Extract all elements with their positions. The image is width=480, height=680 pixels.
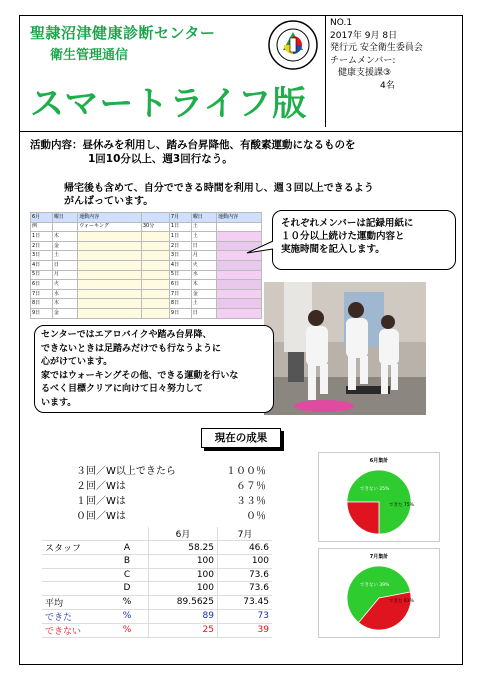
sheet-row xyxy=(31,280,262,290)
table-cell: % xyxy=(106,595,149,609)
sheet-cell: 1日 xyxy=(31,232,53,242)
callout-line: 家ではウォーキングその他、できる運動を行いな xyxy=(41,370,239,381)
sheet-cell: 7月 xyxy=(169,213,191,223)
table-cell: 73.6 xyxy=(218,582,273,596)
activity-line: 活動内容：昼休みを利用し、踏み台昇降他、有酸素運動になるものを xyxy=(30,139,356,151)
criteria-value: ０ xyxy=(246,511,256,522)
sheet-cell: 金 xyxy=(52,308,77,318)
sheet-row xyxy=(31,289,262,299)
sheet-cell xyxy=(141,260,169,270)
sheet-cell: 5日 xyxy=(31,270,53,280)
sheet-cell: 例 xyxy=(31,222,53,232)
publisher: 発行元 安全衛生委員会 xyxy=(330,43,423,53)
record-sheet-image xyxy=(30,212,262,316)
sheet-cell xyxy=(78,280,142,290)
sheet-cell xyxy=(217,222,262,232)
june-pie-chart xyxy=(318,452,440,542)
sheet-cell xyxy=(78,251,142,261)
callout-line: 心がけています。 xyxy=(41,357,113,367)
page-title: スマートライフ版 xyxy=(30,84,308,124)
sheet-cell: 2日 xyxy=(169,241,191,251)
team-count: 4名 xyxy=(380,80,395,91)
sheet-cell: 土 xyxy=(52,251,77,261)
criteria-value: ６７ xyxy=(236,481,256,492)
sheet-cell xyxy=(141,241,169,251)
table-row xyxy=(42,555,272,569)
sheet-cell xyxy=(78,241,142,251)
sheet-cell: 月 xyxy=(52,270,77,280)
achievement-criteria xyxy=(76,464,274,524)
table-cell: 89.5625 xyxy=(149,595,218,609)
table-cell: できた xyxy=(42,609,106,623)
sheet-header-row xyxy=(31,213,262,223)
table-cell: できない xyxy=(42,623,106,637)
table-cell: % xyxy=(106,609,149,623)
criteria-unit: ％ xyxy=(256,511,266,522)
team-dept: 健康支援課③ xyxy=(338,68,392,78)
table-cell: 46.6 xyxy=(218,541,273,555)
table-cell: D xyxy=(106,582,149,596)
issue-date: 2017年 9月 8日 xyxy=(330,30,398,41)
table-cell: 73.6 xyxy=(218,568,273,582)
table-header-cell xyxy=(106,527,149,541)
july-pie-chart xyxy=(318,548,440,638)
criteria-unit: ％ xyxy=(256,496,266,507)
sheet-cell: 30分 xyxy=(141,222,169,232)
pie-label-done: できた 61% xyxy=(389,599,414,604)
criteria-value: １００ xyxy=(226,466,256,477)
sheet-cell: 土 xyxy=(191,232,216,242)
header-divider xyxy=(19,131,463,132)
sheet-cell: 土 xyxy=(191,299,216,309)
sheet-cell: 水 xyxy=(191,270,216,280)
table-row xyxy=(42,609,272,623)
sheet-cell: 水 xyxy=(52,289,77,299)
sheet-cell: 木 xyxy=(52,299,77,309)
activity-frequency: 1回10分以上、週3回行なう。 xyxy=(88,153,233,165)
sheet-cell: 2日 xyxy=(31,241,53,251)
sheet-cell: 4日 xyxy=(169,260,191,270)
criteria-row xyxy=(76,494,274,509)
sheet-cell: 6日 xyxy=(169,280,191,290)
callout-line: 実施時間を記入します。 xyxy=(281,244,385,255)
sheet-cell xyxy=(141,251,169,261)
record-explanation-callout xyxy=(272,210,456,270)
criteria-row xyxy=(76,509,274,524)
callout-line: できないときは足踏みだけでも行なうように xyxy=(41,343,222,354)
table-cell: 25 xyxy=(149,623,218,637)
sheet-example-row xyxy=(31,222,262,232)
pie-label-not-done: できない 39% xyxy=(360,583,390,588)
sheet-row xyxy=(31,232,262,242)
sheet-cell: 土 xyxy=(191,222,216,232)
callout-line: それぞれメンバーは記録用紙に xyxy=(281,218,414,229)
sheet-cell xyxy=(217,308,262,318)
sheet-cell: 月 xyxy=(191,251,216,261)
table-header-cell: 7月 xyxy=(218,527,273,541)
callout-line: １０分以上続けた運動内容と xyxy=(281,231,405,242)
criteria-unit: ％ xyxy=(256,466,266,477)
sheet-cell: 曜日 xyxy=(191,213,216,223)
criteria-unit: ％ xyxy=(256,481,266,492)
sheet-cell xyxy=(78,270,142,280)
sheet-cell: 8日 xyxy=(169,299,191,309)
sheet-cell: 木 xyxy=(191,280,216,290)
table-cell: 58.25 xyxy=(149,541,218,555)
sheet-cell xyxy=(141,289,169,299)
sheet-cell xyxy=(141,280,169,290)
sheet-cell xyxy=(141,308,169,318)
issue-number: NO.1 xyxy=(330,18,353,28)
sheet-cell: 金 xyxy=(191,289,216,299)
sheet-cell xyxy=(78,308,142,318)
sheet-cell xyxy=(78,299,142,309)
pie-label-not-done: できない 25% xyxy=(360,487,390,492)
sheet-row xyxy=(31,241,262,251)
exercise-photo xyxy=(264,282,426,415)
table-cell: 73 xyxy=(218,609,273,623)
sheet-cell: ウォーキング xyxy=(78,222,142,232)
callout-line: います。 xyxy=(41,397,77,408)
sheet-row xyxy=(31,260,262,270)
table-cell: 89 xyxy=(149,609,218,623)
callout-line: センターではエアロバイクや踏み台昇降、 xyxy=(41,330,212,340)
sheet-row xyxy=(31,270,262,280)
table-cell: 73.45 xyxy=(218,595,273,609)
pie-label-done: できた 75% xyxy=(389,503,414,508)
sheet-cell: 9日 xyxy=(169,308,191,318)
sheet-cell xyxy=(52,222,77,232)
table-header-cell: 6月 xyxy=(149,527,218,541)
sheet-cell: 木 xyxy=(52,232,77,242)
sheet-cell: 火 xyxy=(191,260,216,270)
criteria-row xyxy=(76,464,274,479)
table-cell: 100 xyxy=(149,555,218,569)
table-cell: C xyxy=(106,568,149,582)
sheet-cell xyxy=(78,232,142,242)
sheet-cell: 8日 xyxy=(31,299,53,309)
description-line: 帰宅後も含めて、自分でできる時間を利用し、週３回以上できるよう xyxy=(64,183,374,194)
table-header-cell xyxy=(42,527,106,541)
sheet-cell xyxy=(141,299,169,309)
table-row xyxy=(42,568,272,582)
description-line: がんばっています。 xyxy=(64,196,154,207)
table-cell: B xyxy=(106,555,149,569)
sheet-cell xyxy=(78,260,142,270)
sheet-cell: 4日 xyxy=(31,260,53,270)
newsletter-name: 衛生管理通信 xyxy=(50,48,129,63)
sheet-cell: 日 xyxy=(191,308,216,318)
sheet-cell: 金 xyxy=(52,241,77,251)
table-cell: 100 xyxy=(218,555,273,569)
table-row xyxy=(42,595,272,609)
callout-line: るべく目標クリアに向けて日々努力して xyxy=(41,384,204,394)
sheet-cell: 7日 xyxy=(31,289,53,299)
sheet-cell xyxy=(217,260,262,270)
sheet-cell xyxy=(217,289,262,299)
table-cell: A xyxy=(106,541,149,555)
results-table xyxy=(42,527,272,638)
sheet-row xyxy=(31,308,262,318)
issue-info xyxy=(325,15,463,127)
table-cell xyxy=(42,582,106,596)
activity-description xyxy=(64,182,374,208)
sheet-cell xyxy=(217,299,262,309)
sheet-cell: 6日 xyxy=(31,280,53,290)
sheet-cell: 運動内容 xyxy=(217,213,262,223)
table-cell: 39 xyxy=(218,623,273,637)
sheet-cell: 6月 xyxy=(31,213,53,223)
sheet-cell: 日 xyxy=(191,241,216,251)
sheet-cell xyxy=(141,213,169,223)
table-header-row xyxy=(42,527,272,541)
sheet-cell: 3日 xyxy=(169,251,191,261)
table-row xyxy=(42,582,272,596)
sheet-cell xyxy=(141,232,169,242)
team-label: チームメンバー: xyxy=(330,55,396,66)
table-row xyxy=(42,541,272,555)
sheet-cell: 3日 xyxy=(31,251,53,261)
table-cell: % xyxy=(106,623,149,637)
criteria-row xyxy=(76,479,274,494)
sheet-row xyxy=(31,299,262,309)
sheet-cell: 5日 xyxy=(169,270,191,280)
callout-pointer xyxy=(246,240,276,256)
sheet-cell xyxy=(141,270,169,280)
pie-title: 6月集計 xyxy=(369,458,389,464)
sheet-cell: 9日 xyxy=(31,308,53,318)
sheet-cell xyxy=(217,280,262,290)
table-cell xyxy=(42,568,106,582)
table-cell: スタッフ xyxy=(42,541,106,555)
table-cell: 平均 xyxy=(42,595,106,609)
table-cell: 100 xyxy=(149,568,218,582)
criteria-label: ０回／Wは xyxy=(76,511,126,522)
criteria-label: １回／Wは xyxy=(76,496,126,507)
sheet-cell: 1日 xyxy=(169,232,191,242)
org-name: 聖隷沼津健康診断センター xyxy=(30,24,216,42)
table-cell xyxy=(42,555,106,569)
sheet-cell: 火 xyxy=(52,280,77,290)
criteria-label: ２回／Wは xyxy=(76,481,126,492)
sheet-cell xyxy=(78,289,142,299)
table-row xyxy=(42,623,272,637)
results-heading: 現在の成果 xyxy=(201,428,281,448)
center-activity-callout xyxy=(34,325,274,413)
sheet-cell: 日 xyxy=(52,260,77,270)
criteria-label: ３回／W以上できたら xyxy=(76,466,176,477)
sheet-cell: 運動内容 xyxy=(78,213,142,223)
sheet-cell: 曜日 xyxy=(52,213,77,223)
organization-logo-icon xyxy=(268,20,318,70)
sheet-cell: 7日 xyxy=(169,289,191,299)
sheet-row xyxy=(31,251,262,261)
pie-title: 7月集計 xyxy=(369,554,389,560)
table-cell: 100 xyxy=(149,582,218,596)
sheet-cell xyxy=(217,270,262,280)
sheet-cell: 1日 xyxy=(169,222,191,232)
criteria-value: ３３ xyxy=(236,496,256,507)
